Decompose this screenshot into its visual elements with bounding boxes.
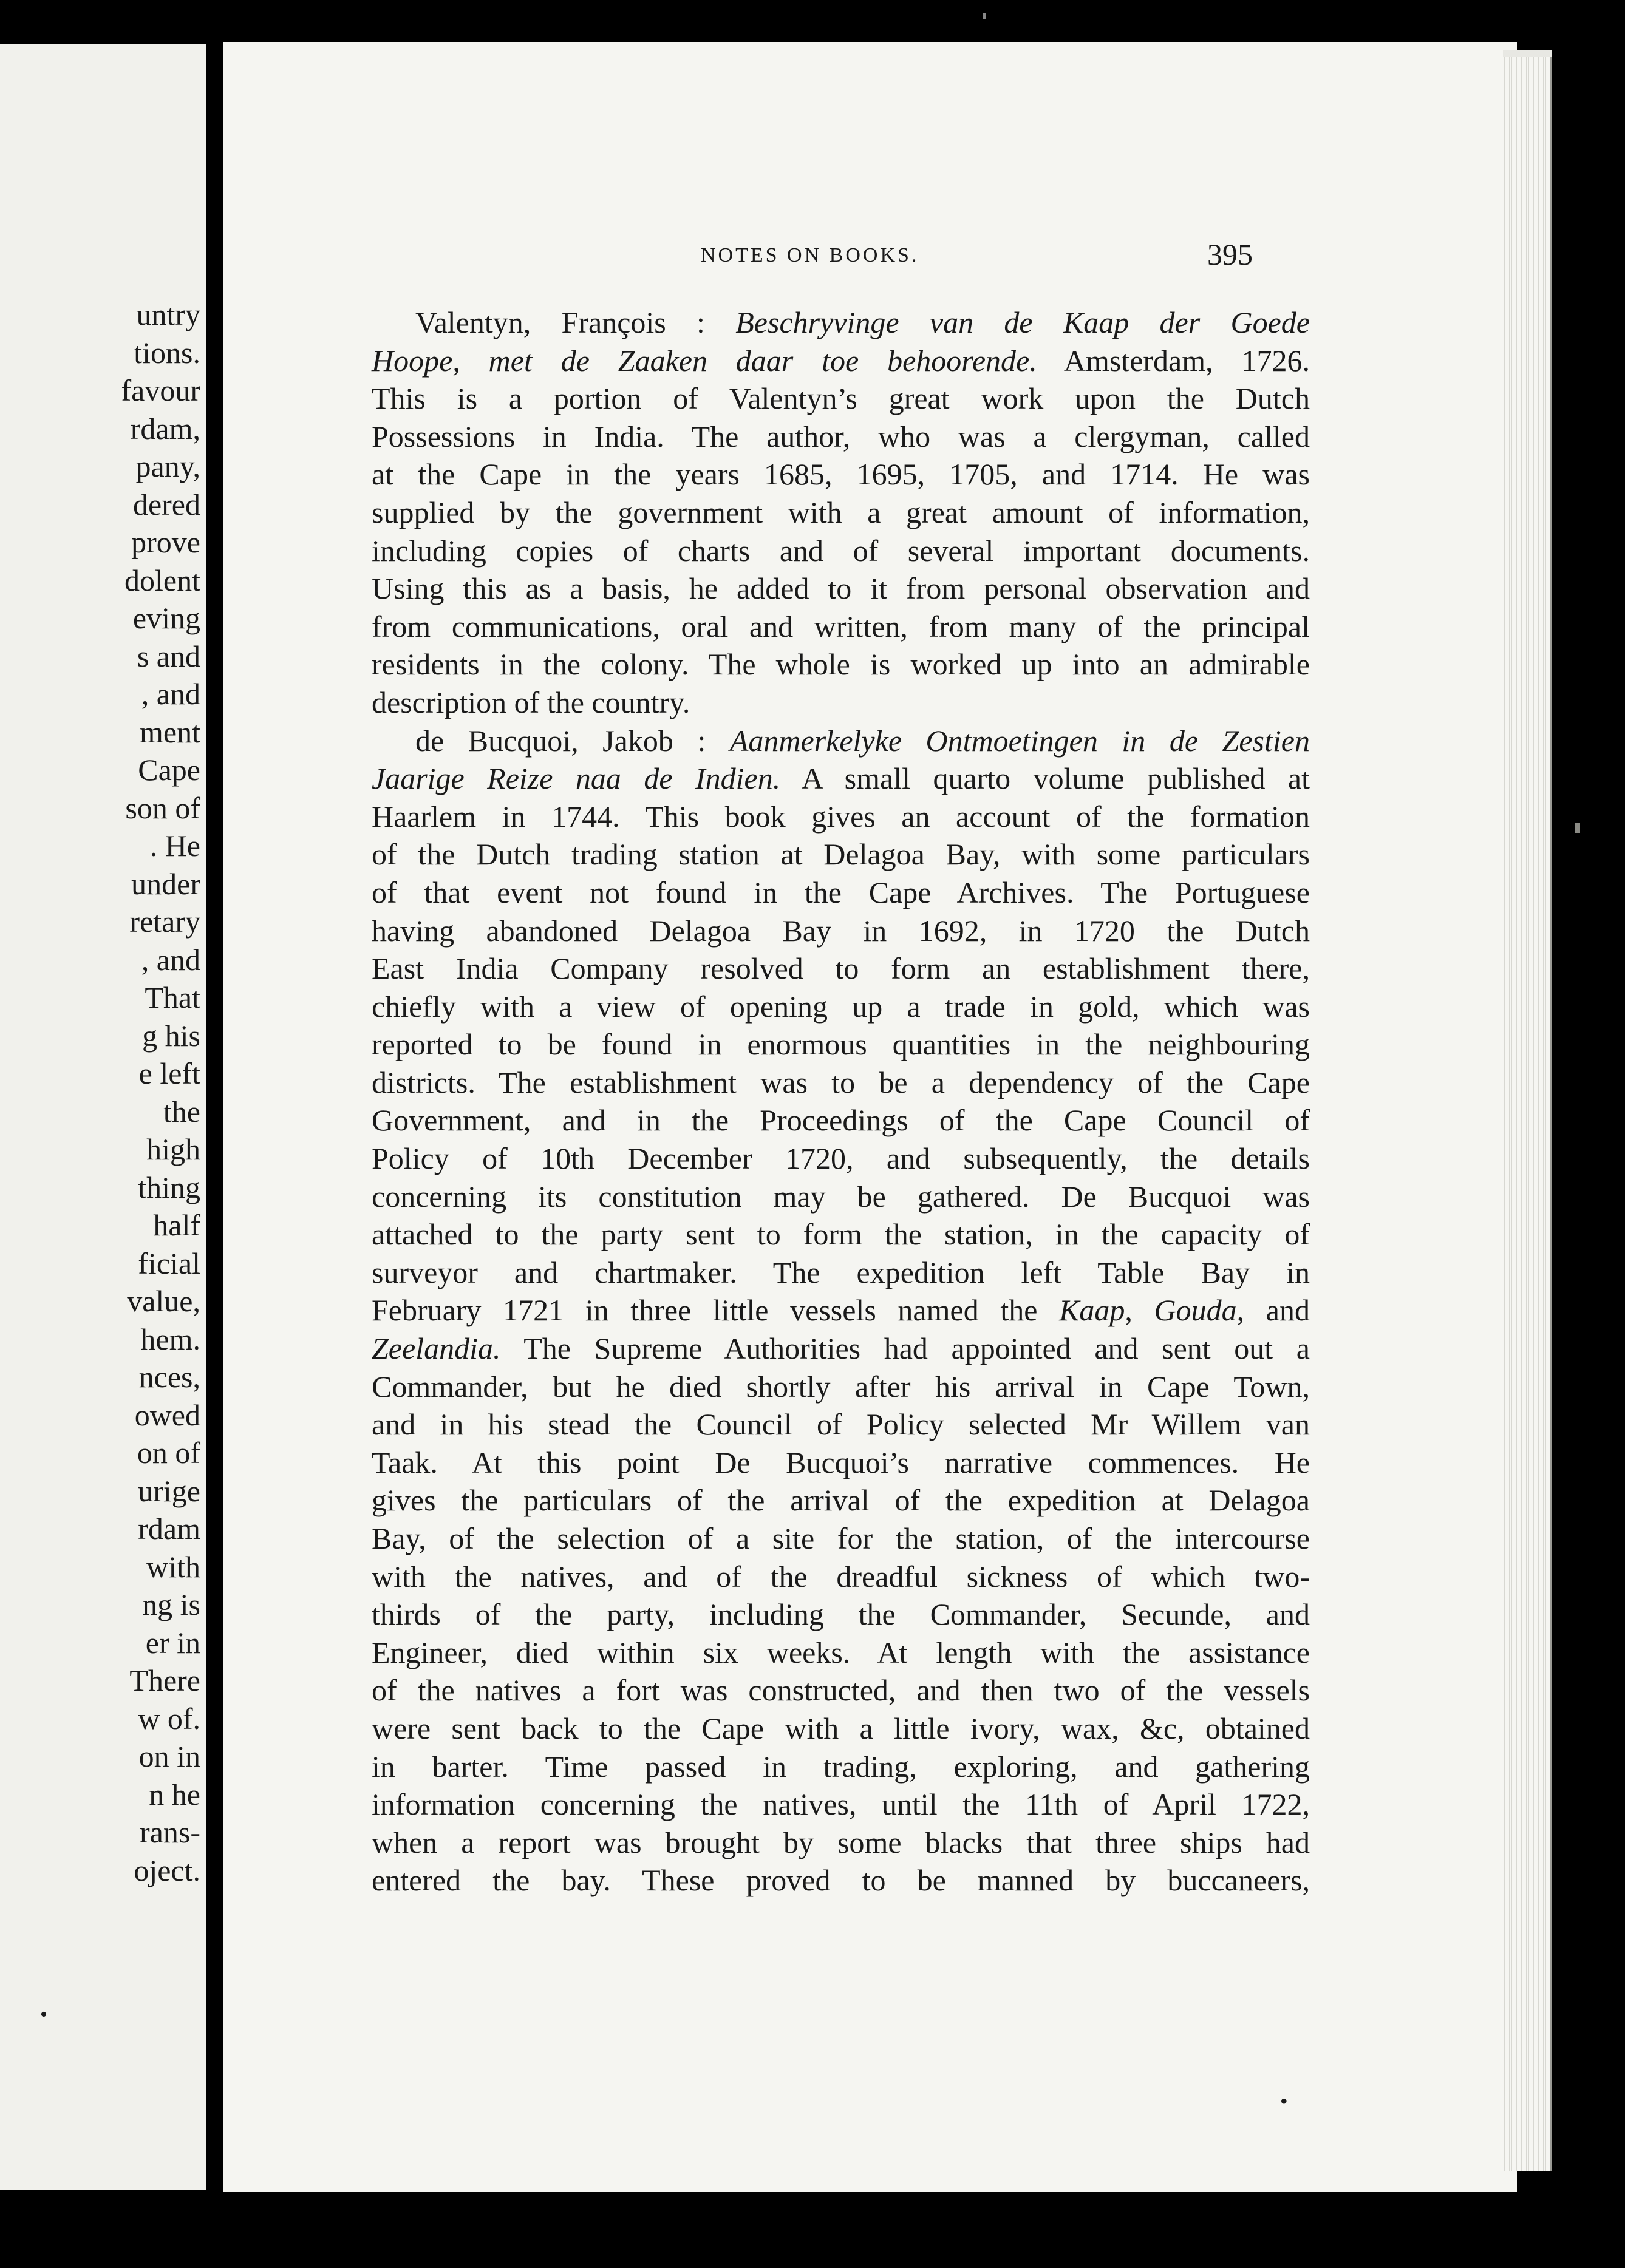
facing-page-text — [0, 296, 200, 1889]
text-line: Using this as a basis, he added to it from personal observation and — [372, 571, 1310, 606]
facing-page-line: pany, — [135, 449, 200, 483]
text-line: at the Cape in the years 1685, 1695, 1705, and 1714. He was — [372, 457, 1310, 492]
text-line: of that event not found in the Cape Archives. The Portuguese — [372, 875, 1310, 909]
facing-page-line: dered — [132, 487, 200, 521]
facing-page-line: eving — [132, 601, 200, 635]
facing-page-line: value, — [127, 1284, 200, 1318]
text-line: Hoope, met de Zaaken daar toe behoorende. Amsterdam, 1726. — [372, 343, 1310, 378]
text-line: with the natives, and of the dreadful sickness of which two- — [372, 1559, 1310, 1594]
facing-page-line: son of — [125, 790, 200, 825]
bottom-mark: • — [1280, 2089, 1288, 2113]
text-line: Zeelandia. The Supreme Authorities had appointed and sent out a — [372, 1331, 1310, 1366]
facing-page-line: high — [146, 1132, 200, 1166]
facing-page-line: tions. — [134, 335, 200, 370]
text-line: Commander, but he died shortly after his arrival in Cape Town, — [372, 1369, 1310, 1404]
text-line: supplied by the government with a great amount of information, — [372, 495, 1310, 529]
facing-page-mark: • — [40, 2003, 47, 2026]
text-line: reported to be found in enormous quantities in the neighbouring — [372, 1027, 1310, 1062]
text-line: districts. The establishment was to be a dependency of the Cape — [372, 1065, 1310, 1099]
page-edges — [1500, 50, 1552, 2171]
facing-page-line: dolent — [124, 563, 200, 597]
body-text — [372, 304, 1310, 1900]
text-line: East India Company resolved to form an establishment there, — [372, 951, 1310, 986]
text-line: February 1721 in three little vessels named the Kaap, Gouda, and — [372, 1293, 1310, 1328]
facing-page-line: retary — [129, 905, 200, 939]
running-head: NOTES ON BOOKS. — [701, 244, 919, 267]
text-line: including copies of charts and of several important documents. — [372, 533, 1310, 568]
text-line: information concerning the natives, until the 11th of April 1722, — [372, 1787, 1310, 1822]
facing-page-line: . He — [149, 829, 200, 863]
facing-page-line: s and — [137, 639, 200, 673]
facing-page-line: e left — [138, 1056, 200, 1090]
text-line: de Bucquoi, Jakob : Aanmerkelyke Ontmoetingen in de Zestien — [415, 723, 1310, 758]
text-line: This is a portion of Valentyn’s great work upon the Dutch — [372, 381, 1310, 416]
facing-page-line: hem. — [140, 1322, 200, 1356]
facing-page-line: thing — [138, 1170, 200, 1204]
text-line: of the natives a fort was constructed, and then two of the vessels — [372, 1673, 1310, 1708]
text-line: were sent back to the Cape with a little ivory, wax, &c, obtained — [372, 1711, 1310, 1745]
text-line: from communications, oral and written, from many of the principal — [372, 609, 1310, 643]
facing-page-line: ng is — [142, 1587, 200, 1621]
text-line: chiefly with a view of opening up a trade in gold, which was — [372, 989, 1310, 1024]
text-line: Haarlem in 1744. This book gives an account of the formation — [372, 799, 1310, 834]
facing-page-line: the — [163, 1094, 200, 1129]
facing-page-line: owed — [134, 1397, 200, 1432]
facing-page-line: There — [129, 1663, 200, 1697]
facing-page-line: rdam — [138, 1512, 200, 1546]
text-line: thirds of the party, including the Commander, Secunde, and — [372, 1597, 1310, 1632]
text-line: entered the bay. These proved to be manned by buccaneers, — [372, 1863, 1310, 1898]
text-line: in barter. Time passed in trading, exploring, and gathering — [372, 1749, 1310, 1784]
facing-page-line: nces, — [138, 1360, 200, 1394]
text-line: surveyor and chartmaker. The expedition left Table Bay in — [372, 1255, 1310, 1289]
page-header — [0, 237, 1625, 273]
text-line: Bay, of the selection of a site for the station, of the intercourse — [372, 1521, 1310, 1555]
facing-page-line: urige — [138, 1473, 200, 1508]
facing-page-line: prove — [131, 525, 200, 559]
text-line: and in his stead the Council of Policy selected Mr Willem van — [372, 1407, 1310, 1442]
text-line: Possessions in India. The author, who was a clergyman, called — [372, 419, 1310, 453]
text-line: Policy of 10th December 1720, and subsequently, the details — [372, 1141, 1310, 1176]
facing-page-line: with — [146, 1549, 200, 1584]
facing-page-line: ment — [140, 715, 200, 749]
facing-page-line: , and — [141, 677, 200, 711]
facing-page-line: on in — [138, 1739, 200, 1773]
facing-page — [0, 44, 206, 2190]
text-line: Valentyn, François : Beschryvinge van de Kaap der Goede — [415, 305, 1310, 339]
facing-page-line: ficial — [138, 1246, 200, 1280]
text-line: gives the particulars of the arrival of the expedition at Delagoa — [372, 1483, 1310, 1518]
text-line: Government, and in the Proceedings of the Cape Council of — [372, 1103, 1310, 1138]
facing-page-line: untry — [136, 297, 200, 331]
facing-page-line: n he — [149, 1777, 200, 1811]
facing-page-line: rdam, — [130, 411, 200, 446]
facing-page-line: er in — [145, 1625, 200, 1660]
facing-page-line: Cape — [138, 753, 200, 787]
facing-page-line: w of. — [138, 1701, 200, 1736]
text-line: of the Dutch trading station at Delagoa Bay, with some particulars — [372, 837, 1310, 872]
text-line: description of the country. — [372, 685, 690, 719]
facing-page-line: under — [131, 866, 200, 901]
facing-page-line: , and — [141, 942, 200, 977]
facing-page-line: oject. — [134, 1853, 200, 1887]
facing-page-line: g his — [142, 1018, 200, 1053]
text-line: having abandoned Delagoa Bay in 1692, in 1720 the Dutch — [372, 913, 1310, 948]
facing-page-line: half — [153, 1208, 200, 1242]
facing-page-line: rans- — [140, 1815, 200, 1849]
text-line: attached to the party sent to form the station, in the capacity of — [372, 1217, 1310, 1252]
text-line: Taak. At this point De Bucquoi’s narrative commences. He — [372, 1445, 1310, 1479]
text-line: Jaarige Reize naa de Indien. A small quarto volume published at — [372, 761, 1310, 796]
facing-page-line: That — [145, 980, 200, 1014]
facing-page-line: favour — [121, 373, 200, 407]
text-line: Engineer, died within six weeks. At length with the assistance — [372, 1635, 1310, 1669]
text-line: when a report was brought by some blacks that three ships had — [372, 1825, 1310, 1859]
facing-page-line: on of — [137, 1436, 200, 1470]
text-line: residents in the colony. The whole is worked up into an admirable — [372, 647, 1310, 682]
text-line: concerning its constitution may be gathered. De Bucquoi was — [372, 1179, 1310, 1214]
page-number: 395 — [1207, 237, 1253, 271]
